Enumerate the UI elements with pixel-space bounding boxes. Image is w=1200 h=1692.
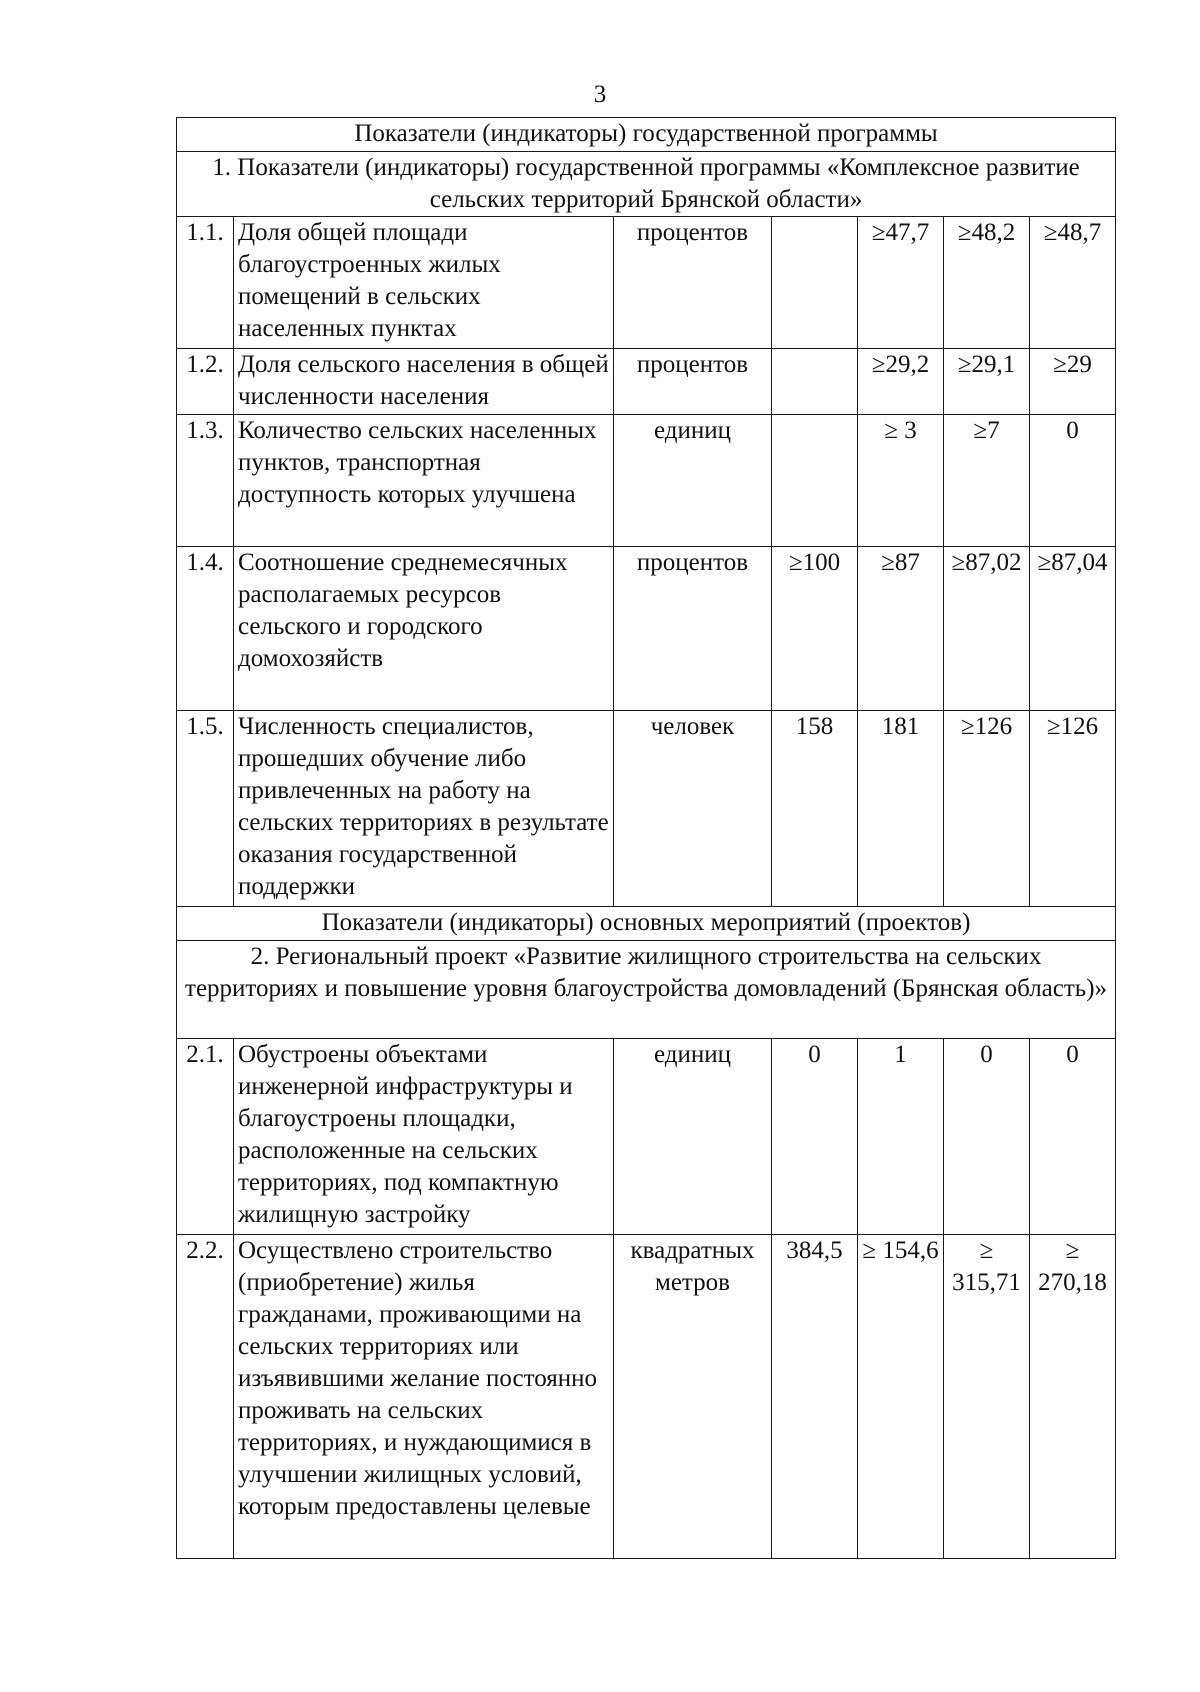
section-1-header-row	[177, 152, 1116, 217]
value-cell-1: 0	[772, 1039, 858, 1235]
table-row	[177, 711, 1116, 907]
unit-cell: процентов	[614, 547, 772, 711]
value-cell-2: ≥ 154,6	[858, 1235, 944, 1559]
section-2-title: 2. Региональный проект «Развитие жилищного строительства на сельских территориях и повышение уровня благоустройства домовладений (Брянская область)»	[177, 941, 1116, 1039]
table-row	[177, 415, 1116, 547]
unit-cell: единиц	[614, 415, 772, 547]
table-row	[177, 1039, 1116, 1235]
value-cell-1	[772, 217, 858, 349]
value-cell-3: ≥ 315,71	[944, 1235, 1030, 1559]
unit-cell: процентов	[614, 349, 772, 415]
value-cell-2: ≥ 3	[858, 415, 944, 547]
activity-indicators-header-row	[177, 907, 1116, 941]
program-indicators-header: Показатели (индикаторы) государственной программы	[177, 118, 1116, 152]
table-row	[177, 217, 1116, 349]
value-cell-1: 158	[772, 711, 858, 907]
value-cell-1	[772, 415, 858, 547]
page-number: 3	[593, 81, 607, 108]
row-number: 2.1.	[177, 1039, 234, 1235]
unit-cell: единиц	[614, 1039, 772, 1235]
indicators-table	[176, 117, 1116, 1559]
value-cell-2: ≥87	[858, 547, 944, 711]
value-cell-3: ≥48,2	[944, 217, 1030, 349]
indicator-name: Обустроены объектами инженерной инфраструктуры и благоустроены площадки, расположенные на сельских территориях, под компактную жилищную застройку	[234, 1039, 614, 1235]
row-number: 1.3.	[177, 415, 234, 547]
unit-cell: процентов	[614, 217, 772, 349]
indicator-name: Доля общей площади благоустроенных жилых помещений в сельских населенных пунктах	[234, 217, 614, 349]
value-cell-2: ≥47,7	[858, 217, 944, 349]
value-cell-1: 384,5	[772, 1235, 858, 1559]
section-1-title: 1. Показатели (индикаторы) государственной программы «Комплексное развитие сельских территорий Брянской области»	[177, 152, 1116, 217]
value-cell-3: ≥29,1	[944, 349, 1030, 415]
value-cell-4: 0	[1030, 1039, 1116, 1235]
section-2-header-row	[177, 941, 1116, 1039]
row-number: 1.1.	[177, 217, 234, 349]
value-cell-4: ≥126	[1030, 711, 1116, 907]
value-cell-2: ≥29,2	[858, 349, 944, 415]
value-cell-3: ≥87,02	[944, 547, 1030, 711]
value-cell-4: ≥29	[1030, 349, 1116, 415]
table-row	[177, 547, 1116, 711]
value-cell-4: ≥ 270,18	[1030, 1235, 1116, 1559]
indicator-name: Соотношение среднемесячных располагаемых ресурсов сельского и городского домохозяйств	[234, 547, 614, 711]
indicator-name: Количество сельских населенных пунктов, транспортная доступность которых улучшена	[234, 415, 614, 547]
value-cell-1	[772, 349, 858, 415]
table-row	[177, 1235, 1116, 1559]
program-indicators-header-row	[177, 118, 1116, 152]
indicator-name: Доля сельского населения в общей численности населения	[234, 349, 614, 415]
table-row	[177, 349, 1116, 415]
unit-cell: квадратных метров	[614, 1235, 772, 1559]
value-cell-1: ≥100	[772, 547, 858, 711]
row-number: 1.4.	[177, 547, 234, 711]
value-cell-4: ≥48,7	[1030, 217, 1116, 349]
row-number: 2.2.	[177, 1235, 234, 1559]
value-cell-4: 0	[1030, 415, 1116, 547]
value-cell-3: 0	[944, 1039, 1030, 1235]
value-cell-3: ≥126	[944, 711, 1030, 907]
value-cell-2: 181	[858, 711, 944, 907]
unit-cell: человек	[614, 711, 772, 907]
value-cell-3: ≥7	[944, 415, 1030, 547]
indicator-name: Численность специалистов, прошедших обучение либо привлеченных на работу на сельских территориях в результате оказания государственной поддержки	[234, 711, 614, 907]
indicator-name: Осуществлено строительство (приобретение) жилья гражданами, проживающими на сельских территориях или изъявившими желание постоянно проживать на сельских территориях, и нуждающимися в улучшении жилищных условий, которым предоставлены целевые	[234, 1235, 614, 1559]
value-cell-4: ≥87,04	[1030, 547, 1116, 711]
row-number: 1.2.	[177, 349, 234, 415]
value-cell-2: 1	[858, 1039, 944, 1235]
row-number: 1.5.	[177, 711, 234, 907]
activity-indicators-header: Показатели (индикаторы) основных мероприятий (проектов)	[177, 907, 1116, 941]
